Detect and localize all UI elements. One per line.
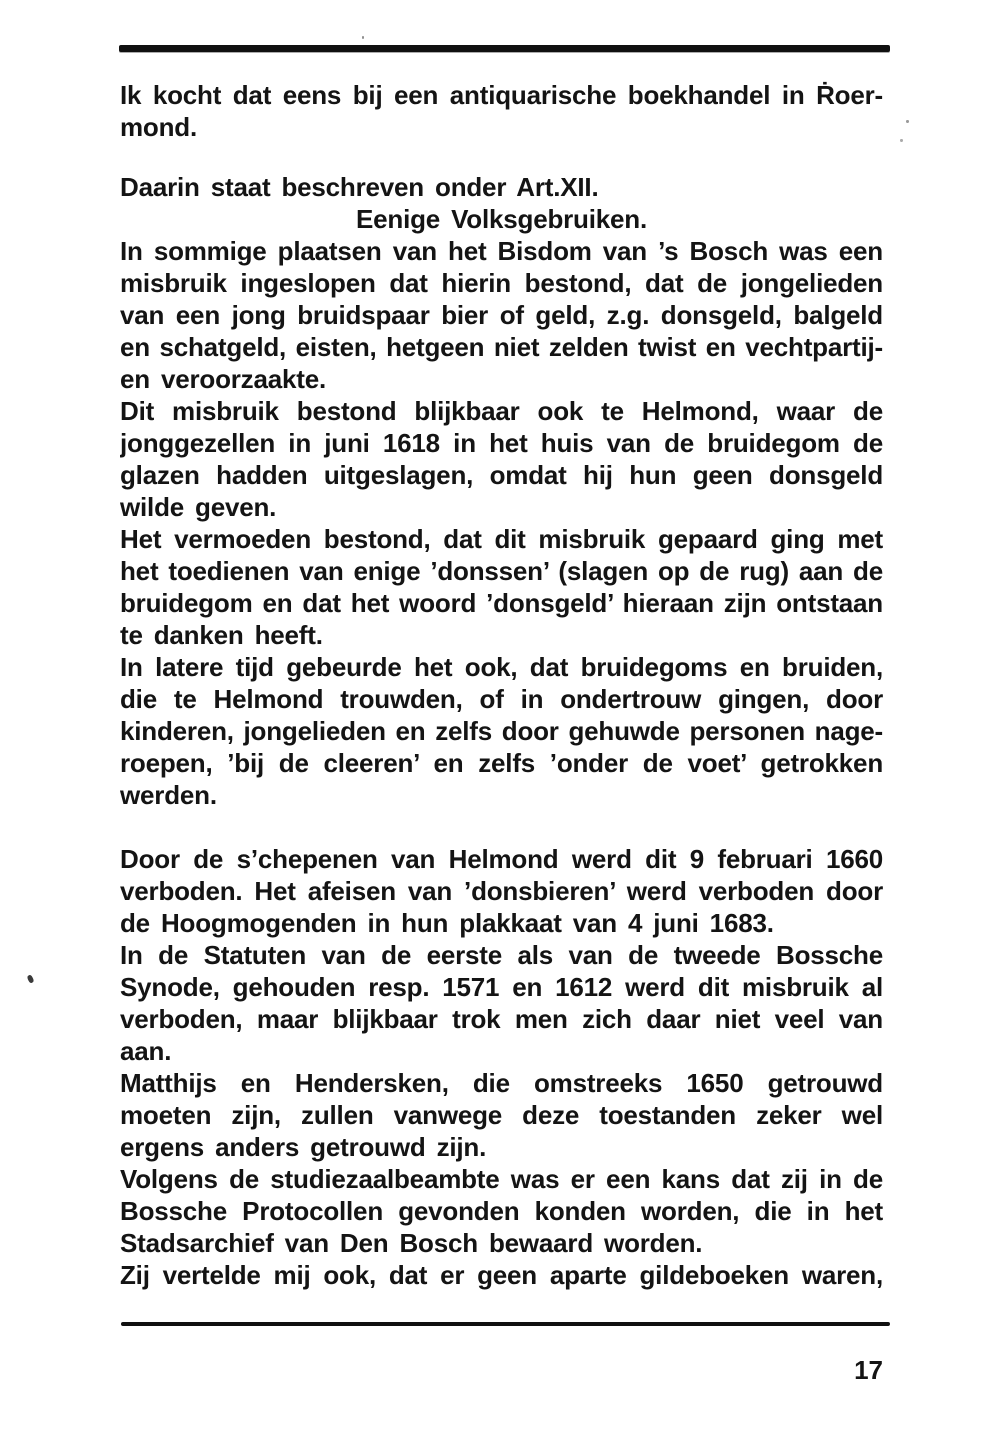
- text-line: van een jong bruidspaar bier of geld, z.g. donsgeld, balgeld: [120, 300, 883, 330]
- text-line: de Hoogmogenden in hun plakkaat van 4 juni 1683.: [120, 908, 774, 938]
- scan-speck: [27, 974, 35, 983]
- text-line: misbruik ingeslopen dat hierin bestond, dat de jongelieden: [120, 268, 883, 298]
- text-line: jonggezellen in juni 1618 in het huis van de bruidegom de: [120, 428, 883, 458]
- text-line: Bossche Protocollen gevonden konden worden, die in het: [120, 1196, 883, 1226]
- text-line: Stadsarchief van Den Bosch bewaard worden.: [120, 1228, 703, 1258]
- bottom-rule: [121, 1322, 890, 1326]
- text-line: te danken heeft.: [120, 620, 323, 650]
- text-line: Zij vertelde mij ook, dat er geen aparte gildeboeken waren,: [120, 1260, 883, 1290]
- text-line: In de Statuten van de eerste als van de tweede Bossche: [120, 940, 883, 970]
- scan-speck: [900, 139, 903, 142]
- scan-speck: [362, 36, 364, 39]
- text-body: [120, 79, 883, 1291]
- text-line: moeten zijn, zullen vanwege deze toestanden zeker wel: [120, 1100, 883, 1130]
- page-number: 17: [854, 1355, 883, 1385]
- text-line: bruidegom en dat het woord ’donsgeld’ hieraan zijn ontstaan: [120, 588, 883, 618]
- text-line: die te Helmond trouwden, of in ondertrouw gingen, door: [120, 684, 883, 714]
- text-line: verboden, maar blijkbaar trok men zich daar niet veel van: [120, 1004, 883, 1034]
- text-line: en schatgeld, eisten, hetgeen niet zelden twist en vechtpartij-: [120, 332, 883, 362]
- text-line: mond.: [120, 112, 197, 142]
- text-line: Matthijs en Hendersken, die omstreeks 1650 getrouwd: [120, 1068, 883, 1098]
- text-line: het toedienen van enige ’donssen’ (slagen op de rug) aan de: [120, 556, 883, 586]
- text-line: Door de s’chepenen van Helmond werd dit 9 februari 1660: [120, 844, 883, 874]
- text-line: kinderen, jongelieden en zelfs door gehuwde personen nage-: [120, 716, 883, 746]
- text-line: aan.: [120, 1036, 172, 1066]
- text-line: werden.: [120, 780, 217, 810]
- text-line: Daarin staat beschreven onder Art.XII.: [120, 172, 599, 202]
- text-line: en veroorzaakte.: [120, 364, 327, 394]
- text-line: Dit misbruik bestond blijkbaar ook te Helmond, waar de: [120, 396, 883, 426]
- text-line: ergens anders getrouwd zijn.: [120, 1132, 487, 1162]
- text-line: In sommige plaatsen van het Bisdom van ’s Bosch was een: [120, 236, 883, 266]
- text-line: glazen hadden uitgeslagen, omdat hij hun geen donsgeld: [120, 460, 883, 490]
- scan-speck: [906, 120, 909, 123]
- text-line: Eenige Volksgebruiken.: [356, 204, 647, 234]
- text-line: verboden. Het afeisen van ’donsbieren’ werd verboden door: [120, 876, 883, 906]
- text-line: wilde geven.: [120, 492, 277, 522]
- text-line: Het vermoeden bestond, dat dit misbruik gepaard ging met: [120, 524, 883, 554]
- text-line: In latere tijd gebeurde het ook, dat bruidegoms en bruiden,: [120, 652, 883, 682]
- text-line: roepen, ’bij de cleeren’ en zelfs ’onder de voet’ getrokken: [120, 748, 883, 778]
- text-line: Ik kocht dat eens bij een antiquarische boekhandel in Ṙoer-: [120, 80, 883, 110]
- text-line: Synode, gehouden resp. 1571 en 1612 werd dit misbruik al: [120, 972, 883, 1002]
- top-rule: [119, 45, 890, 52]
- text-line: Volgens de studiezaalbeambte was er een kans dat zij in de: [120, 1164, 883, 1194]
